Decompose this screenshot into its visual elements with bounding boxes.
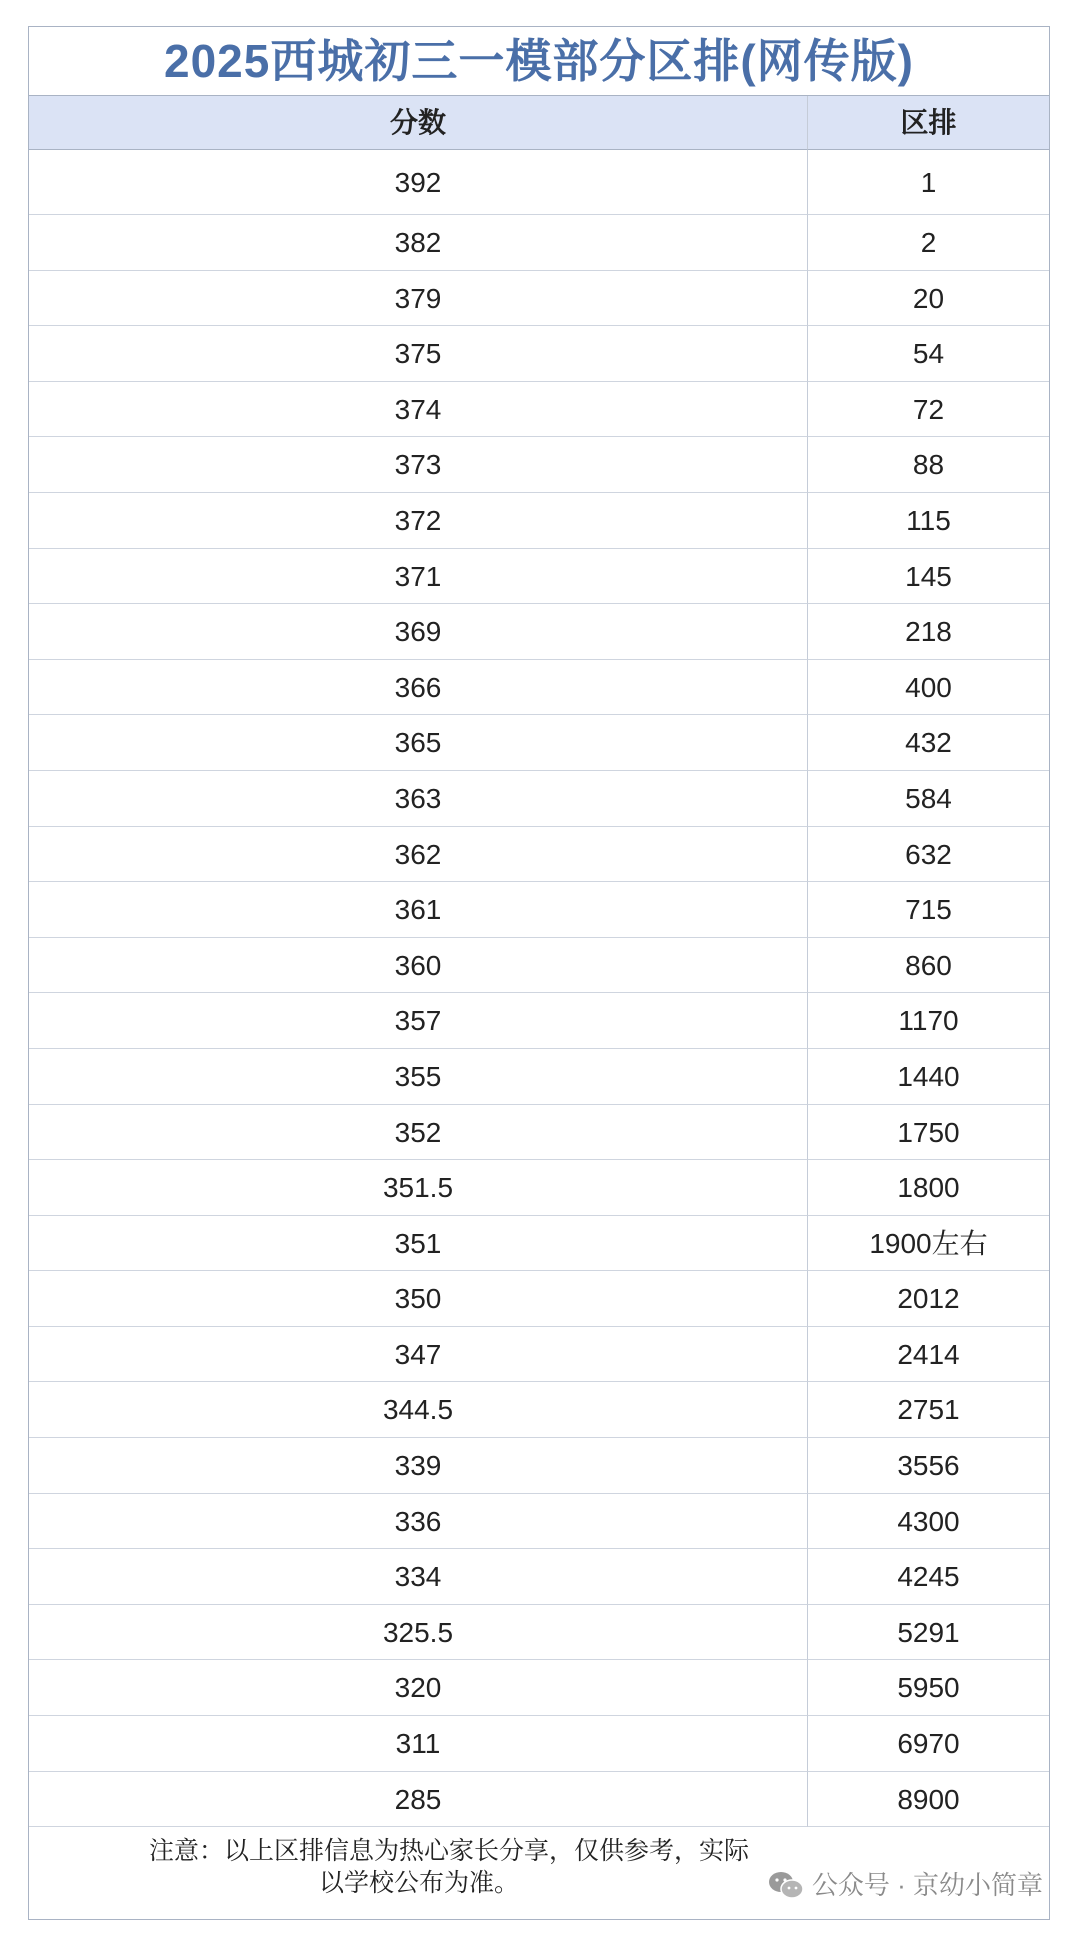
column-header-score: 分数 <box>29 96 807 150</box>
score-cell: 372 <box>29 493 807 549</box>
score-cell: 360 <box>29 938 807 994</box>
score-cell: 362 <box>29 827 807 883</box>
disclaimer-note <box>29 1827 1049 1907</box>
table-grid <box>29 96 1049 1827</box>
rank-cell: 1440 <box>807 1049 1049 1105</box>
rank-cell: 145 <box>807 549 1049 605</box>
score-cell: 382 <box>29 215 807 271</box>
rank-cell: 115 <box>807 493 1049 549</box>
rank-cell: 1750 <box>807 1105 1049 1161</box>
rank-cell: 54 <box>807 326 1049 382</box>
rank-cell: 3556 <box>807 1438 1049 1494</box>
score-cell: 339 <box>29 1438 807 1494</box>
rank-cell: 1170 <box>807 993 1049 1049</box>
score-cell: 352 <box>29 1105 807 1161</box>
rank-cell: 4300 <box>807 1494 1049 1550</box>
rank-cell: 1900左右 <box>807 1216 1049 1272</box>
watermark-text: 公众号 · 京幼小简章 <box>811 1870 1043 1901</box>
score-cell: 347 <box>29 1327 807 1383</box>
rank-cell: 4245 <box>807 1549 1049 1605</box>
score-rank-table <box>28 26 1050 1920</box>
score-cell: 361 <box>29 882 807 938</box>
score-cell: 374 <box>29 382 807 438</box>
score-cell: 351 <box>29 1216 807 1272</box>
score-cell: 357 <box>29 993 807 1049</box>
wechat-icon <box>768 1870 804 1900</box>
score-cell: 325.5 <box>29 1605 807 1661</box>
column-header-rank: 区排 <box>807 96 1049 150</box>
rank-cell: 584 <box>807 771 1049 827</box>
score-cell: 351.5 <box>29 1160 807 1216</box>
rank-cell: 72 <box>807 382 1049 438</box>
score-cell: 355 <box>29 1049 807 1105</box>
score-cell: 373 <box>29 437 807 493</box>
rank-cell: 20 <box>807 271 1049 327</box>
note-line-2: 以学校公布为准。 <box>318 1869 519 1898</box>
rank-cell: 2751 <box>807 1382 1049 1438</box>
rank-cell: 2 <box>807 215 1049 271</box>
rank-cell: 860 <box>807 938 1049 994</box>
score-cell: 363 <box>29 771 807 827</box>
score-cell: 285 <box>29 1772 807 1828</box>
rank-cell: 88 <box>807 437 1049 493</box>
rank-cell: 5950 <box>807 1660 1049 1716</box>
score-cell: 369 <box>29 604 807 660</box>
score-cell: 366 <box>29 660 807 716</box>
score-cell: 375 <box>29 326 807 382</box>
rank-cell: 2012 <box>807 1271 1049 1327</box>
rank-cell: 218 <box>807 604 1049 660</box>
note-line-1: 注意：以上区排信息为热心家长分享，仅供参考，实际 <box>148 1837 749 1866</box>
score-cell: 371 <box>29 549 807 605</box>
page-title: 2025西城初三一模部分区排(网传版) <box>29 27 1049 96</box>
watermark <box>768 1869 1043 1901</box>
score-cell: 344.5 <box>29 1382 807 1438</box>
rank-cell: 632 <box>807 827 1049 883</box>
rank-cell: 8900 <box>807 1772 1049 1828</box>
score-cell: 336 <box>29 1494 807 1550</box>
rank-cell: 715 <box>807 882 1049 938</box>
rank-cell: 1 <box>807 150 1049 215</box>
score-cell: 392 <box>29 150 807 215</box>
rank-cell: 6970 <box>807 1716 1049 1772</box>
score-cell: 379 <box>29 271 807 327</box>
score-cell: 311 <box>29 1716 807 1772</box>
score-cell: 365 <box>29 715 807 771</box>
rank-cell: 2414 <box>807 1327 1049 1383</box>
score-cell: 320 <box>29 1660 807 1716</box>
rank-cell: 1800 <box>807 1160 1049 1216</box>
rank-cell: 5291 <box>807 1605 1049 1661</box>
score-cell: 334 <box>29 1549 807 1605</box>
score-cell: 350 <box>29 1271 807 1327</box>
rank-cell: 400 <box>807 660 1049 716</box>
rank-cell: 432 <box>807 715 1049 771</box>
